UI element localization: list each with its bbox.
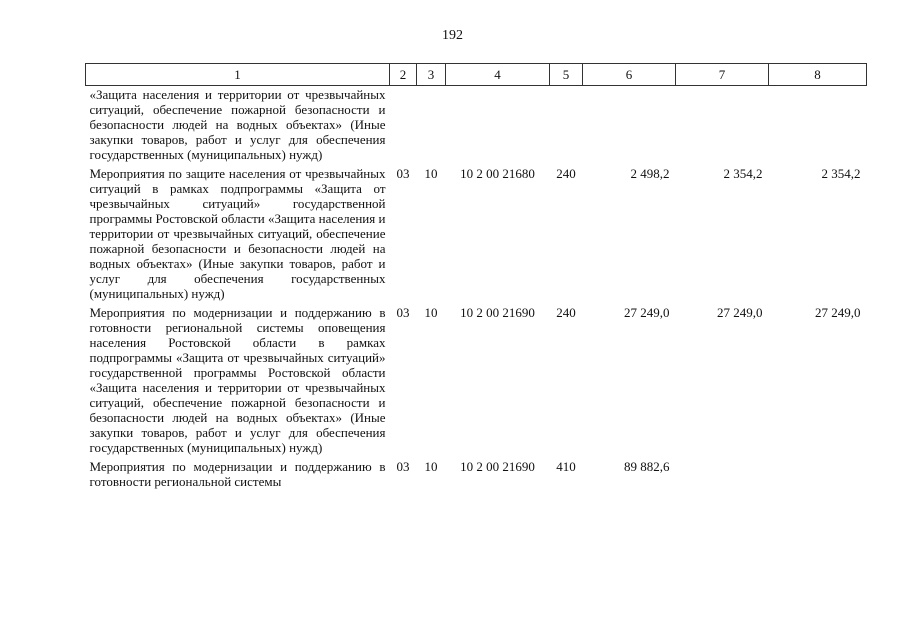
page-number: 192 xyxy=(442,28,463,43)
cell-amount-7 xyxy=(676,86,769,167)
cell-amount-6: 27 249,0 xyxy=(624,305,670,320)
cell-amount-6 xyxy=(583,86,676,167)
cell-amount-8: 27 249,0 xyxy=(815,305,861,320)
column-header-7: 7 xyxy=(676,64,769,86)
column-header-2: 2 xyxy=(390,64,417,86)
cell-target-code: 10 2 00 21690 xyxy=(460,305,535,320)
row-description: Мероприятия по модернизации и поддержанию в готовности региональной системы оповещения населения Ростовской области в рамках подпрограммы «Защита от чрезвычайных ситуаций» государственной программы Ростовской области «Защита населения и территории от чрезвычайных ситуаций, обеспечение пожарной безопасности и безопасности людей на водных объектах» (Иные закупки товаров, работ и услуг для обеспечения государственных (муниципальных) нужд) xyxy=(89,305,386,455)
cell-amount-8 xyxy=(769,459,867,493)
cell-expense-type: 240 xyxy=(556,166,576,181)
budget-table xyxy=(85,63,867,493)
cell-expense-type xyxy=(550,86,583,167)
table-row xyxy=(86,166,867,305)
cell-subsection: 10 xyxy=(424,305,438,320)
cell-amount-7 xyxy=(676,459,769,493)
cell-section: 03 xyxy=(396,166,410,181)
column-header-5: 5 xyxy=(550,64,583,86)
table-row xyxy=(86,86,867,167)
cell-target-code: 10 2 00 21680 xyxy=(460,166,535,181)
cell-target-code: 10 2 00 21690 xyxy=(460,459,535,474)
row-description: Мероприятия по модернизации и поддержанию в готовности региональной системы xyxy=(89,459,386,489)
cell-amount-7: 2 354,2 xyxy=(723,166,763,181)
table-row xyxy=(86,305,867,459)
column-header-4: 4 xyxy=(446,64,550,86)
cell-amount-6: 89 882,6 xyxy=(624,459,670,474)
table-body xyxy=(86,86,867,494)
table-header xyxy=(86,64,867,86)
cell-subsection: 10 xyxy=(424,166,438,181)
cell-expense-type: 410 xyxy=(556,459,576,474)
header-row xyxy=(86,64,867,86)
column-header-1: 1 xyxy=(86,64,390,86)
column-header-3: 3 xyxy=(417,64,446,86)
cell-section: 03 xyxy=(396,305,410,320)
cell-amount-6: 2 498,2 xyxy=(630,166,670,181)
table-row xyxy=(86,459,867,493)
cell-section: 03 xyxy=(396,459,410,474)
cell-expense-type: 240 xyxy=(556,305,576,320)
column-header-8: 8 xyxy=(769,64,867,86)
cell-amount-8 xyxy=(769,86,867,167)
cell-amount-7: 27 249,0 xyxy=(717,305,763,320)
column-header-6: 6 xyxy=(583,64,676,86)
cell-target-code xyxy=(446,86,550,167)
row-description: Мероприятия по защите населения от чрезвычайных ситуаций в рамках подпрограммы «Защита от чрезвычайных ситуаций» государственной программы Ростовской области «Защита населения и территории от чрезвычайных ситуаций, обеспечение пожарной безопасности и безопасности людей на водных объектах» (Иные закупки товаров, работ и услуг для обеспечения государственных (муниципальных) нужд) xyxy=(89,166,386,301)
cell-amount-8: 2 354,2 xyxy=(821,166,861,181)
cell-section xyxy=(390,86,417,167)
cell-subsection xyxy=(417,86,446,167)
row-description: «Защита населения и территории от чрезвычайных ситуаций, обеспечение пожарной безопасности и безопасности людей на водных объектах» (Иные закупки товаров, работ и услуг для обеспечения государственных (муниципальных) нужд) xyxy=(89,87,386,162)
cell-subsection: 10 xyxy=(424,459,438,474)
